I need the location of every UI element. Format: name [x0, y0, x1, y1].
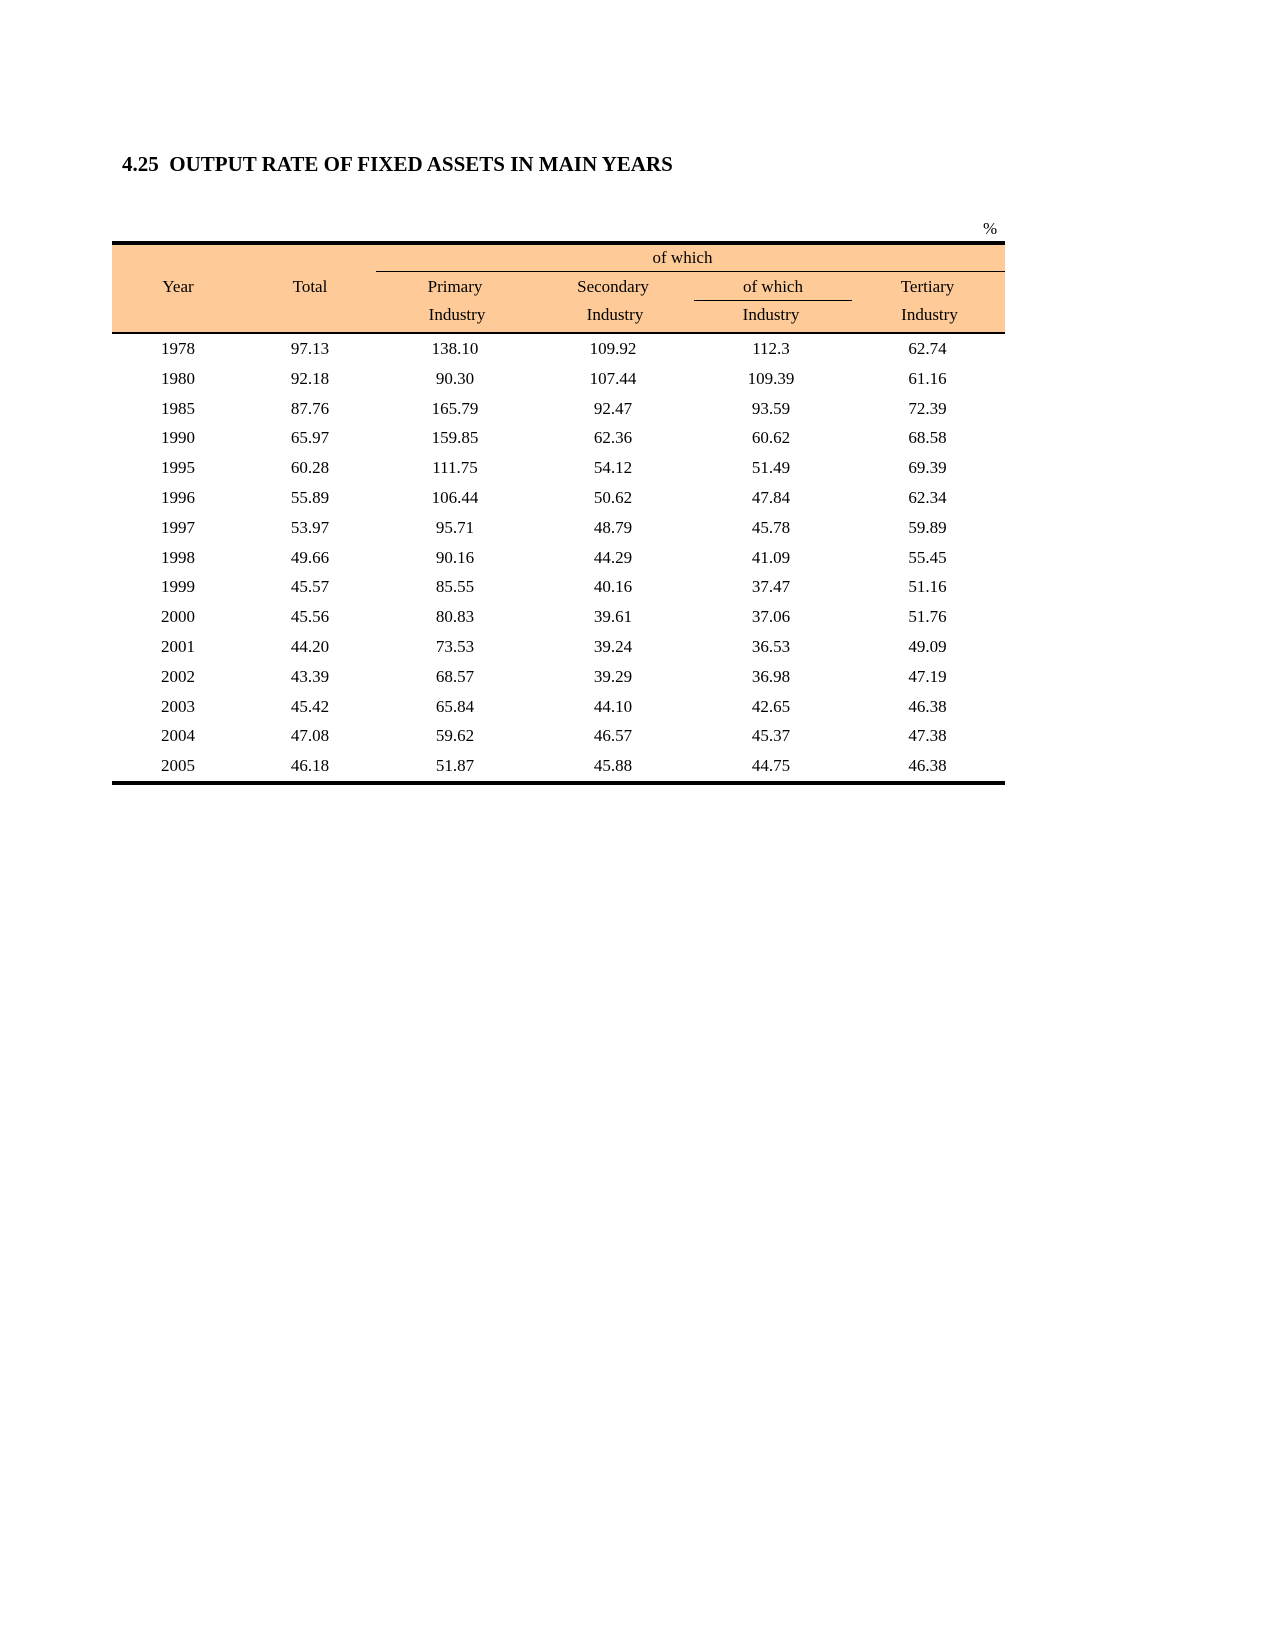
- cell-tertiary: 55.45: [908, 547, 947, 567]
- cell-secondary: 39.29: [593, 666, 633, 686]
- cell-secondary: 45.88: [593, 756, 633, 776]
- cell-of-which: 41.09: [751, 547, 791, 567]
- cell-of-which: 37.47: [751, 577, 791, 597]
- cell-primary: 80.83: [435, 607, 475, 627]
- cell-of-which: 109.39: [747, 368, 795, 388]
- table-row: [112, 602, 1005, 632]
- table-row: [112, 394, 1005, 424]
- cell-total: 44.20: [290, 636, 330, 656]
- cell-total: 65.97: [290, 428, 330, 448]
- header-of-which: of which: [652, 248, 713, 267]
- cell-primary: 111.75: [432, 458, 478, 478]
- cell-primary: 95.71: [435, 517, 475, 537]
- cell-of-which: 112.3: [752, 339, 790, 358]
- header-of-which-rule: [376, 271, 1005, 272]
- header-year: Year: [162, 277, 194, 296]
- cell-total: 46.18: [290, 756, 330, 776]
- cell-total: 55.89: [290, 487, 330, 507]
- table-row: [112, 453, 1005, 483]
- cell-primary: 165.79: [431, 398, 479, 418]
- cell-total: 87.76: [290, 398, 330, 418]
- cell-secondary: 62.36: [593, 428, 633, 448]
- cell-primary: 51.87: [435, 756, 475, 776]
- cell-tertiary: 46.38: [908, 696, 947, 716]
- cell-secondary: 44.10: [593, 696, 633, 716]
- header-secondary: Secondary: [577, 277, 649, 296]
- cell-secondary: 40.16: [593, 577, 633, 597]
- table-row: [112, 423, 1005, 453]
- cell-total: 49.66: [290, 547, 330, 567]
- cell-total: 92.18: [290, 368, 330, 388]
- cell-tertiary: 47.38: [908, 726, 947, 746]
- cell-of-which: 47.84: [751, 487, 791, 507]
- cell-of-which: 60.62: [751, 428, 791, 448]
- cell-secondary: 54.12: [593, 458, 633, 478]
- cell-total: 45.42: [290, 696, 330, 716]
- cell-tertiary: 72.39: [908, 398, 947, 418]
- table-row: [112, 543, 1005, 573]
- cell-year: 1990: [161, 428, 195, 448]
- cell-total: 60.28: [290, 458, 330, 478]
- cell-primary: 90.30: [435, 368, 475, 388]
- cell-of-which: 51.49: [751, 458, 791, 478]
- cell-year: 2004: [161, 726, 195, 746]
- header-total: Total: [292, 277, 328, 296]
- header-tertiary-industry: Industry: [901, 305, 958, 324]
- cell-primary: 159.85: [431, 428, 479, 448]
- cell-tertiary: 69.39: [908, 458, 947, 478]
- cell-of-which: 44.75: [751, 756, 791, 776]
- cell-total: 97.13: [290, 339, 330, 358]
- table-row: [112, 572, 1005, 602]
- cell-primary: 65.84: [435, 696, 475, 716]
- cell-secondary: 39.61: [593, 607, 633, 627]
- cell-primary: 59.62: [435, 726, 475, 746]
- cell-total: 47.08: [290, 726, 330, 746]
- table-row: [112, 662, 1005, 692]
- table-row: [112, 334, 1005, 364]
- cell-total: 43.39: [290, 666, 330, 686]
- table-row: [112, 483, 1005, 513]
- cell-secondary: 107.44: [589, 368, 637, 388]
- cell-year: 2003: [161, 696, 195, 716]
- cell-total: 45.56: [290, 607, 330, 627]
- cell-primary: 90.16: [435, 547, 475, 567]
- header-secondary-industry: Industry: [586, 305, 644, 324]
- cell-primary: 73.53: [435, 636, 475, 656]
- cell-of-which: 36.53: [751, 636, 791, 656]
- cell-year: 2000: [161, 607, 195, 627]
- cell-primary: 68.57: [435, 666, 475, 686]
- cell-tertiary: 68.58: [908, 428, 947, 448]
- page-title: 4.25 OUTPUT RATE OF FIXED ASSETS IN MAIN YEARS: [122, 152, 673, 176]
- cell-of-which: 45.37: [751, 726, 791, 746]
- cell-year: 1999: [161, 577, 195, 597]
- cell-of-which: 42.65: [751, 696, 791, 716]
- table-row: [112, 513, 1005, 543]
- cell-tertiary: 62.34: [908, 487, 947, 507]
- cell-year: 1978: [161, 339, 195, 358]
- unit-label: %: [983, 219, 998, 238]
- cell-tertiary: 61.16: [908, 368, 947, 388]
- cell-tertiary: 59.89: [908, 517, 947, 537]
- cell-of-which: 45.78: [751, 517, 791, 537]
- header-primary-industry: Industry: [428, 305, 486, 324]
- cell-year: 1997: [161, 517, 195, 537]
- cell-of-which: 93.59: [751, 398, 791, 418]
- table-bottom-rule: [112, 781, 1005, 785]
- cell-year: 2005: [161, 756, 195, 776]
- header-of-which-sub-rule: [694, 300, 852, 301]
- cell-secondary: 92.47: [593, 398, 633, 418]
- cell-secondary: 48.79: [593, 517, 633, 537]
- table-row: [112, 364, 1005, 394]
- data-table: [112, 241, 1005, 785]
- cell-primary: 106.44: [431, 487, 479, 507]
- table-row: [112, 692, 1005, 722]
- header-tertiary: Tertiary: [900, 277, 955, 296]
- cell-secondary: 46.57: [593, 726, 633, 746]
- cell-secondary: 44.29: [593, 547, 633, 567]
- cell-year: 1996: [161, 487, 195, 507]
- table-row: [112, 751, 1005, 781]
- cell-year: 1998: [161, 547, 195, 567]
- cell-tertiary: 51.16: [908, 577, 947, 597]
- cell-tertiary: 47.19: [908, 666, 947, 686]
- table-body: [112, 334, 1005, 781]
- table-header: [112, 245, 1005, 332]
- cell-tertiary: 46.38: [908, 756, 947, 776]
- table-row: [112, 721, 1005, 751]
- header-of-which-sub-industry: Industry: [742, 305, 800, 324]
- cell-primary: 85.55: [435, 577, 475, 597]
- header-of-which-sub: of which: [743, 277, 803, 296]
- cell-total: 45.57: [290, 577, 330, 597]
- table-row: [112, 632, 1005, 662]
- cell-secondary: 109.92: [589, 339, 637, 358]
- header-primary: Primary: [427, 277, 483, 296]
- cell-secondary: 39.24: [593, 636, 633, 656]
- cell-year: 1995: [161, 458, 195, 478]
- cell-tertiary: 62.74: [908, 339, 947, 358]
- cell-year: 2001: [161, 636, 195, 656]
- cell-tertiary: 49.09: [908, 636, 947, 656]
- cell-of-which: 36.98: [751, 666, 791, 686]
- cell-year: 1985: [161, 398, 195, 418]
- cell-primary: 138.10: [431, 339, 479, 358]
- cell-total: 53.97: [290, 517, 330, 537]
- cell-year: 1980: [161, 368, 195, 388]
- cell-of-which: 37.06: [751, 607, 791, 627]
- cell-year: 2002: [161, 666, 195, 686]
- cell-secondary: 50.62: [593, 487, 633, 507]
- cell-tertiary: 51.76: [908, 607, 947, 627]
